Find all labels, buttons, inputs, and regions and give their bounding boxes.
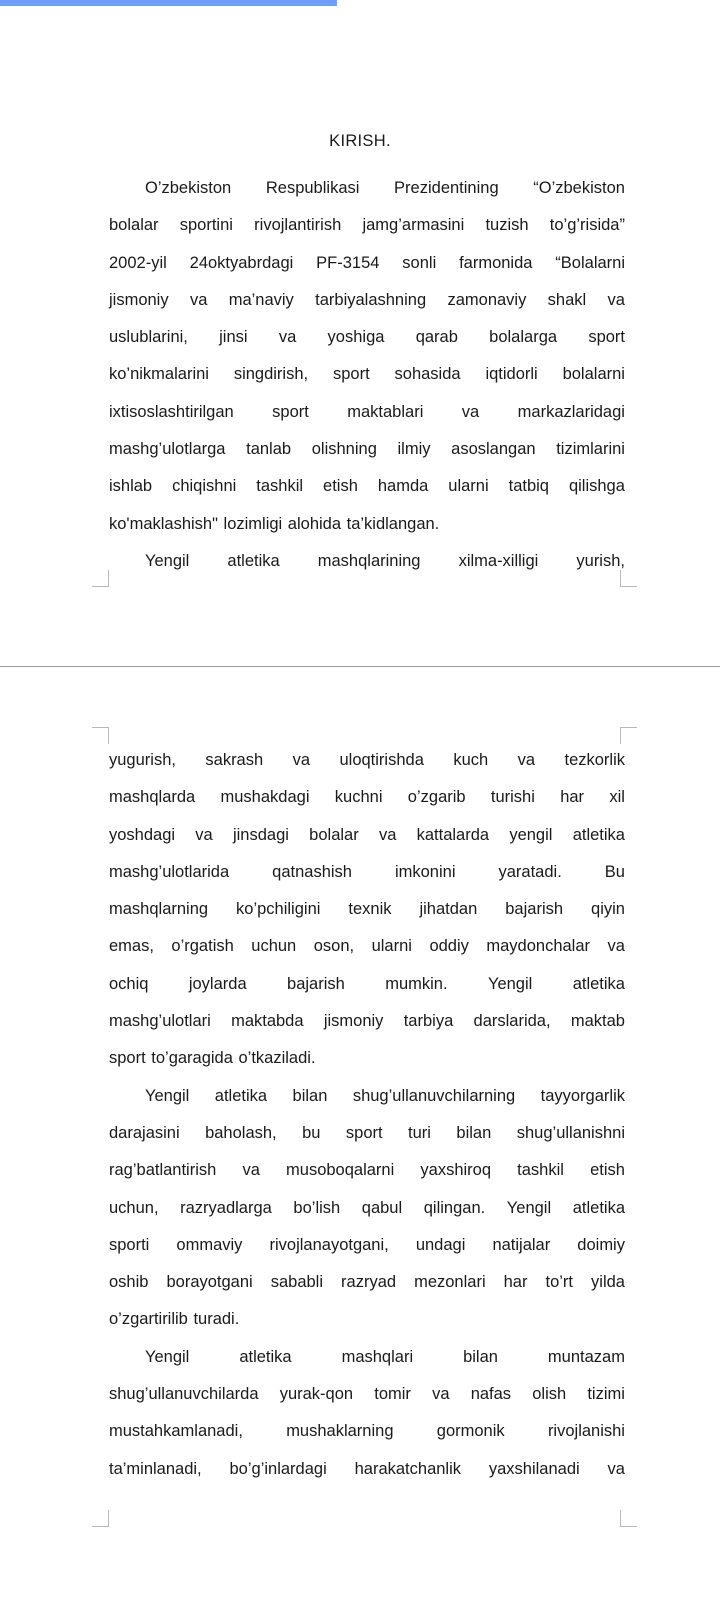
- word: baholash,: [205, 1123, 277, 1142]
- word: yaxshiroq: [420, 1161, 492, 1180]
- word: kuch: [453, 751, 489, 769]
- word: bolalarni: [562, 365, 625, 384]
- word: mashqlarda: [109, 788, 196, 807]
- word: mushakdagi: [220, 788, 310, 807]
- word: va: [278, 328, 297, 347]
- word: yugurish,: [109, 751, 176, 769]
- word: mezonlari: [414, 1273, 486, 1292]
- word: qiyin: [591, 900, 625, 919]
- word: ularni: [448, 477, 489, 496]
- word: harakatchanlik: [354, 1459, 462, 1478]
- text-line: [109, 431, 625, 468]
- text-line: [109, 1376, 625, 1413]
- word: Bu: [604, 862, 625, 881]
- word: Respublikasi: [265, 179, 360, 197]
- word: rivojlanishi: [547, 1422, 625, 1441]
- word: bilan: [292, 1086, 328, 1105]
- word: bo’g’inlardagi: [229, 1459, 327, 1478]
- word: etish: [323, 477, 358, 496]
- word: sonli: [402, 253, 437, 272]
- word: shug’ullanuvchilarda: [109, 1385, 259, 1404]
- loading-progress-bar: [0, 0, 337, 6]
- word: maktablari: [347, 402, 424, 421]
- word: razryad: [341, 1273, 397, 1292]
- word: har: [560, 788, 585, 807]
- word: yoshdagi: [109, 825, 176, 844]
- word: mustahkamlanadi,: [109, 1422, 243, 1441]
- word: atletika: [572, 825, 625, 844]
- word: tarbiya: [403, 1012, 454, 1031]
- word: bajarish: [287, 974, 345, 993]
- word: rivojlantirish: [254, 216, 342, 235]
- word: uloqtirishda: [339, 751, 424, 769]
- word: bilan: [463, 1347, 498, 1366]
- word: yurak-qon: [279, 1385, 354, 1404]
- text-line: [109, 966, 625, 1003]
- word: va: [292, 751, 311, 769]
- word: tayyorgarlik: [540, 1086, 625, 1105]
- word: farmonida: [459, 253, 533, 272]
- word: musoboqalarni: [286, 1161, 395, 1180]
- word: ishlab: [109, 477, 153, 496]
- word: maktab: [570, 1012, 625, 1031]
- word: iqtidorli: [485, 365, 538, 384]
- word: sababli: [270, 1273, 324, 1292]
- word: razryadlarga: [180, 1198, 272, 1217]
- word: bolalarga: [489, 328, 558, 347]
- word: atletika: [227, 551, 280, 570]
- word: maktabda: [231, 1012, 304, 1031]
- word: to’rt: [545, 1273, 574, 1292]
- word: Yengil: [145, 1347, 190, 1366]
- text-line: [109, 1078, 625, 1115]
- word: va: [432, 1385, 450, 1404]
- word: atletika: [572, 974, 625, 993]
- word: jinsdagi: [232, 825, 289, 844]
- text-line: sport to’garagida o’tkaziladi.: [109, 1049, 316, 1068]
- page-corner-mark-top-left: [92, 727, 109, 744]
- word: tashkil: [517, 1161, 564, 1180]
- word: bolalar: [109, 216, 159, 235]
- word: har: [503, 1273, 528, 1292]
- text-line: [109, 319, 625, 356]
- word: va: [607, 1459, 625, 1478]
- word: ochiq: [109, 974, 149, 993]
- word: jismoniy: [109, 290, 169, 309]
- word: tatbiq: [508, 477, 549, 496]
- word: zamonaviy: [447, 290, 527, 309]
- word: tuzish: [485, 216, 529, 235]
- word: “Bolalarni: [555, 253, 625, 272]
- word: jamg’armasini: [362, 216, 465, 235]
- word: bo’lish: [293, 1198, 341, 1217]
- word: yaratadi.: [498, 862, 562, 881]
- word: ko’pchiligini: [236, 900, 321, 919]
- word: gormonik: [436, 1422, 505, 1441]
- page-1-body-text: [109, 170, 625, 580]
- text-line: [109, 245, 625, 282]
- word: atletika: [214, 1086, 268, 1105]
- text-line: [109, 1339, 625, 1376]
- text-line: [109, 282, 625, 319]
- word: bilan: [456, 1123, 492, 1142]
- text-line: [109, 1003, 625, 1040]
- page-separator: [0, 666, 720, 667]
- word: mashqlarning: [109, 900, 209, 919]
- word: uchun: [251, 937, 297, 956]
- word: oshib: [109, 1273, 149, 1292]
- text-line: [109, 817, 625, 854]
- text-line: [109, 543, 625, 580]
- word: sohasida: [394, 365, 461, 384]
- text-line: [109, 742, 625, 779]
- word: singdirish,: [233, 365, 309, 384]
- word: mushaklarning: [286, 1422, 394, 1441]
- word: kattalarda: [416, 825, 490, 844]
- word: sport: [345, 1123, 383, 1142]
- word: o’rgatish: [171, 937, 234, 956]
- word: va: [378, 825, 397, 844]
- word: hamda: [377, 477, 429, 496]
- text-line: [109, 779, 625, 816]
- word: mashg’ulotlari: [109, 1012, 211, 1031]
- word: jinsi: [219, 328, 248, 347]
- text-line: [109, 1264, 625, 1301]
- word: natijalar: [492, 1235, 551, 1254]
- text-line: [109, 1190, 625, 1227]
- word: rag’batlantirish: [109, 1161, 217, 1180]
- word: va: [461, 402, 480, 421]
- word: sport: [588, 328, 625, 347]
- text-line: [109, 1413, 625, 1450]
- word: darajasini: [109, 1123, 180, 1142]
- word: joylarda: [188, 974, 247, 993]
- word: tizimlarini: [556, 440, 625, 459]
- word: PF-3154: [316, 253, 380, 272]
- word: olish: [532, 1385, 567, 1404]
- word: ommaviy: [176, 1235, 243, 1254]
- word: 24oktyabrdagi: [189, 253, 294, 272]
- word: tizimi: [587, 1385, 625, 1404]
- word: ilmiy: [397, 440, 431, 459]
- word: shakl: [547, 290, 587, 309]
- word: sakrash: [205, 751, 264, 769]
- word: mashg’ulotlarida: [109, 862, 230, 881]
- word: va: [607, 290, 625, 309]
- word: Yengil: [145, 1086, 190, 1105]
- word: qabul: [361, 1198, 403, 1217]
- word: qilingan.: [423, 1198, 486, 1217]
- word: ularni: [371, 937, 412, 956]
- word: doimiy: [577, 1235, 625, 1254]
- word: chiqishni: [172, 477, 237, 496]
- word: O’zbekiston: [145, 179, 232, 197]
- text-line: [109, 170, 625, 207]
- text-line: o’zgartirilib turadi.: [109, 1310, 240, 1329]
- word: tashkil: [256, 477, 304, 496]
- page-corner-mark-bottom-right-2: [620, 1510, 637, 1527]
- word: texnik: [348, 900, 392, 919]
- word: mashqlarining: [317, 551, 421, 570]
- word: va: [242, 1161, 260, 1180]
- word: yurish,: [576, 551, 625, 570]
- word: atletika: [572, 1198, 625, 1217]
- text-line: [109, 891, 625, 928]
- word: ta’minlanadi,: [109, 1459, 202, 1478]
- text-line: [109, 928, 625, 965]
- word: sport: [272, 402, 309, 421]
- word: sport: [332, 365, 370, 384]
- word: markazlaridagi: [517, 402, 625, 421]
- word: kuchni: [334, 788, 383, 807]
- word: Yengil: [506, 1198, 552, 1217]
- text-line: [109, 1115, 625, 1152]
- page-corner-mark-bottom-left: [92, 570, 109, 587]
- text-line: [109, 468, 625, 505]
- word: imkonini: [394, 862, 456, 881]
- word: sporti: [109, 1235, 150, 1254]
- word: muntazam: [547, 1347, 625, 1366]
- word: undagi: [415, 1235, 466, 1254]
- word: jismoniy: [323, 1012, 384, 1031]
- word: jihatdan: [419, 900, 478, 919]
- word: va: [607, 937, 625, 956]
- word: xil: [609, 788, 625, 807]
- document-title: KIRISH.: [329, 132, 391, 150]
- word: va: [189, 290, 208, 309]
- text-line: ko'maklashish" lozimligi alohida ta’kidlangan.: [109, 514, 440, 533]
- word: emas,: [109, 937, 154, 956]
- word: etish: [590, 1161, 625, 1180]
- word: ma’naviy: [228, 290, 294, 309]
- text-line: [109, 854, 625, 891]
- word: ko’nikmalarini: [109, 365, 209, 384]
- word: bolalar: [309, 825, 359, 844]
- word: oddiy: [429, 937, 469, 956]
- word: tanlab: [246, 440, 292, 459]
- word: tezkorlik: [564, 751, 625, 769]
- word: sportini: [179, 216, 233, 235]
- word: darslarida,: [473, 1012, 551, 1031]
- word: 2002-yil: [109, 253, 167, 272]
- word: qarab: [415, 328, 458, 347]
- word: yengil: [509, 825, 553, 844]
- word: mumkin.: [385, 974, 448, 993]
- word: Yengil: [487, 974, 533, 993]
- word: uslublarini,: [109, 328, 188, 347]
- word: bu: [302, 1123, 321, 1142]
- word: shug’ullanuvchilarning: [352, 1086, 516, 1105]
- word: tarbiyalashning: [315, 290, 427, 309]
- text-line: [109, 207, 625, 244]
- word: “O’zbekiston: [533, 179, 625, 197]
- word: xilma-xilligi: [458, 551, 539, 570]
- page-corner-mark-bottom-left-2: [92, 1510, 109, 1527]
- word: to’g’risida”: [549, 216, 625, 235]
- word: yilda: [591, 1273, 625, 1292]
- word: oson,: [313, 937, 355, 956]
- word: mashqlari: [341, 1347, 414, 1366]
- word: asoslangan: [451, 440, 536, 459]
- word: shug’ullanishni: [516, 1123, 625, 1142]
- word: Prezidentining: [394, 179, 499, 197]
- word: nafas: [470, 1385, 512, 1404]
- word: o’zgarib: [407, 788, 466, 807]
- word: olishning: [311, 440, 377, 459]
- word: yoshiga: [327, 328, 385, 347]
- word: qatnashish: [272, 862, 352, 881]
- word: atletika: [239, 1347, 292, 1366]
- page-corner-mark-bottom-right: [620, 570, 637, 587]
- text-line: [109, 1152, 625, 1189]
- word: turi: [408, 1123, 431, 1142]
- word: ixtisoslashtirilgan: [109, 402, 234, 421]
- word: va: [195, 825, 213, 844]
- word: qilishga: [568, 477, 625, 496]
- word: tomir: [374, 1385, 411, 1404]
- word: uchun,: [109, 1198, 159, 1217]
- text-line: [109, 356, 625, 393]
- word: borayotgani: [166, 1273, 253, 1292]
- page-2-body-text: [109, 742, 625, 1488]
- text-line: [109, 394, 625, 431]
- word: Yengil: [145, 551, 190, 570]
- word: bajarish: [505, 900, 564, 919]
- word: turishi: [490, 788, 535, 807]
- text-line: [109, 1227, 625, 1264]
- word: rivojlanayotgani,: [269, 1235, 389, 1254]
- word: yaxshilanadi: [488, 1459, 580, 1478]
- text-line: [109, 1451, 625, 1488]
- word: mashg’ulotlarga: [109, 440, 226, 459]
- word: maydonchalar: [486, 937, 591, 956]
- word: va: [517, 751, 536, 769]
